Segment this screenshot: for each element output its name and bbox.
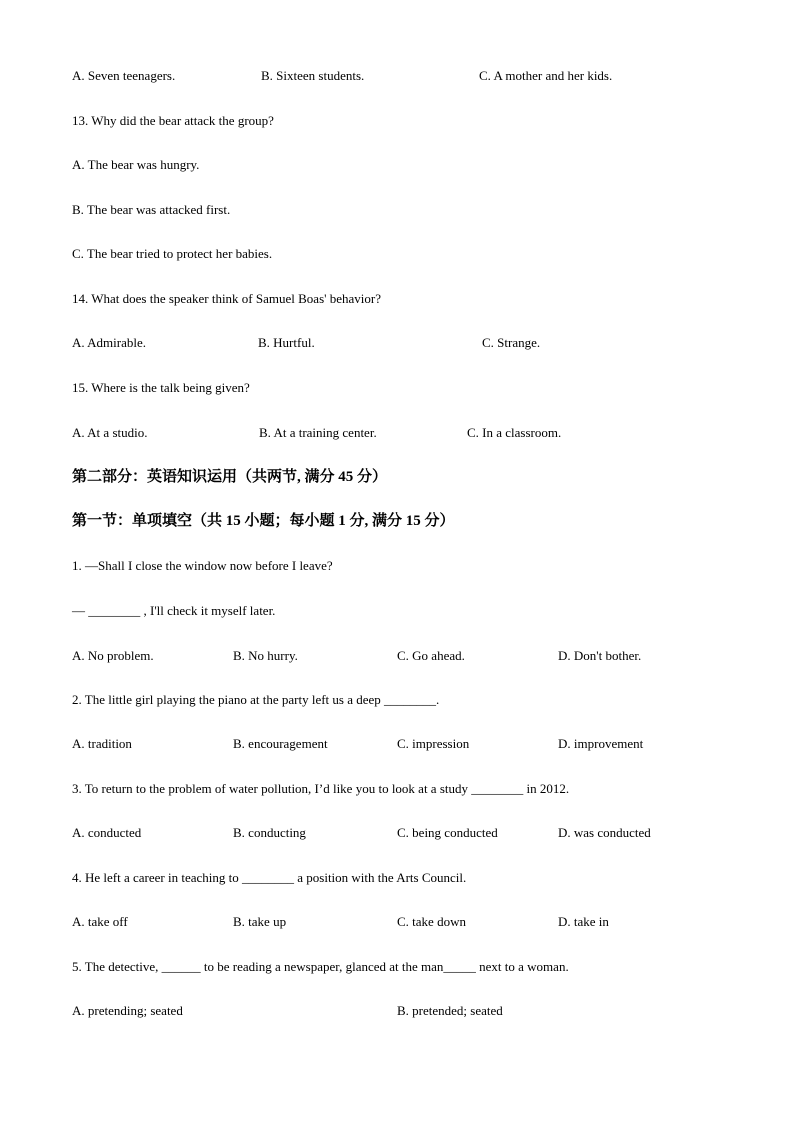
g4-option-d: D. take in bbox=[558, 914, 609, 929]
q14-option-c: C. Strange. bbox=[482, 335, 541, 350]
section1-heading: 第一节：单项填空（共 15 小题；每小题 1 分, 满分 15 分） bbox=[72, 513, 455, 529]
g4-option-c: C. take down bbox=[397, 914, 466, 929]
q13-option-c: C. The bear tried to protect her babies. bbox=[72, 246, 273, 261]
q15-stem: 15. Where is the talk being given? bbox=[72, 380, 250, 395]
g2-option-a: A. tradition bbox=[72, 736, 132, 751]
g1-option-d: D. Don't bother. bbox=[558, 648, 642, 663]
g3-option-c: C. being conducted bbox=[397, 825, 498, 840]
q12-option-a: A. Seven teenagers. bbox=[72, 68, 176, 83]
q14-option-b: B. Hurtful. bbox=[258, 335, 315, 350]
q13-option-a: A. The bear was hungry. bbox=[72, 157, 200, 172]
part2-heading: 第二部分：英语知识运用（共两节, 满分 45 分） bbox=[72, 469, 388, 485]
g5-option-a: A. pretending; seated bbox=[72, 1003, 183, 1018]
q14-option-a: A. Admirable. bbox=[72, 335, 147, 350]
g4-stem: 4. He left a career in teaching to ________ a position with the Arts Council. bbox=[72, 870, 467, 885]
q13-option-b: B. The bear was attacked first. bbox=[72, 202, 231, 217]
g3-option-a: A. conducted bbox=[72, 825, 142, 840]
g5-option-b: B. pretended; seated bbox=[397, 1003, 503, 1018]
q15-option-c: C. In a classroom. bbox=[467, 425, 562, 440]
g2-option-c: C. impression bbox=[397, 736, 470, 751]
g2-option-b: B. encouragement bbox=[233, 736, 328, 751]
g4-option-b: B. take up bbox=[233, 914, 287, 929]
g3-option-b: B. conducting bbox=[233, 825, 306, 840]
g2-option-d: D. improvement bbox=[558, 736, 644, 751]
q12-option-b: B. Sixteen students. bbox=[261, 68, 365, 83]
q15-option-a: A. At a studio. bbox=[72, 425, 148, 440]
g1-stem: 1. —Shall I close the window now before I leave? bbox=[72, 558, 333, 573]
g1-option-b: B. No hurry. bbox=[233, 648, 298, 663]
q12-option-c: C. A mother and her kids. bbox=[479, 68, 613, 83]
g1-option-c: C. Go ahead. bbox=[397, 648, 465, 663]
q15-option-b: B. At a training center. bbox=[259, 425, 377, 440]
g1-option-a: A. No problem. bbox=[72, 648, 154, 663]
g3-stem: 3. To return to the problem of water pollution, I’d like you to look at a study ________ in 2012. bbox=[72, 781, 570, 796]
g1-reply: — ________ , I'll check it myself later. bbox=[72, 603, 276, 618]
g4-option-a: A. take off bbox=[72, 914, 128, 929]
q14-stem: 14. What does the speaker think of Samuel Boas' behavior? bbox=[72, 291, 381, 306]
g5-stem: 5. The detective, ______ to be reading a newspaper, glanced at the man_____ next to a woman. bbox=[72, 959, 569, 974]
q13-stem: 13. Why did the bear attack the group? bbox=[72, 113, 274, 128]
g3-option-d: D. was conducted bbox=[558, 825, 651, 840]
g2-stem: 2. The little girl playing the piano at the party left us a deep ________. bbox=[72, 692, 440, 707]
